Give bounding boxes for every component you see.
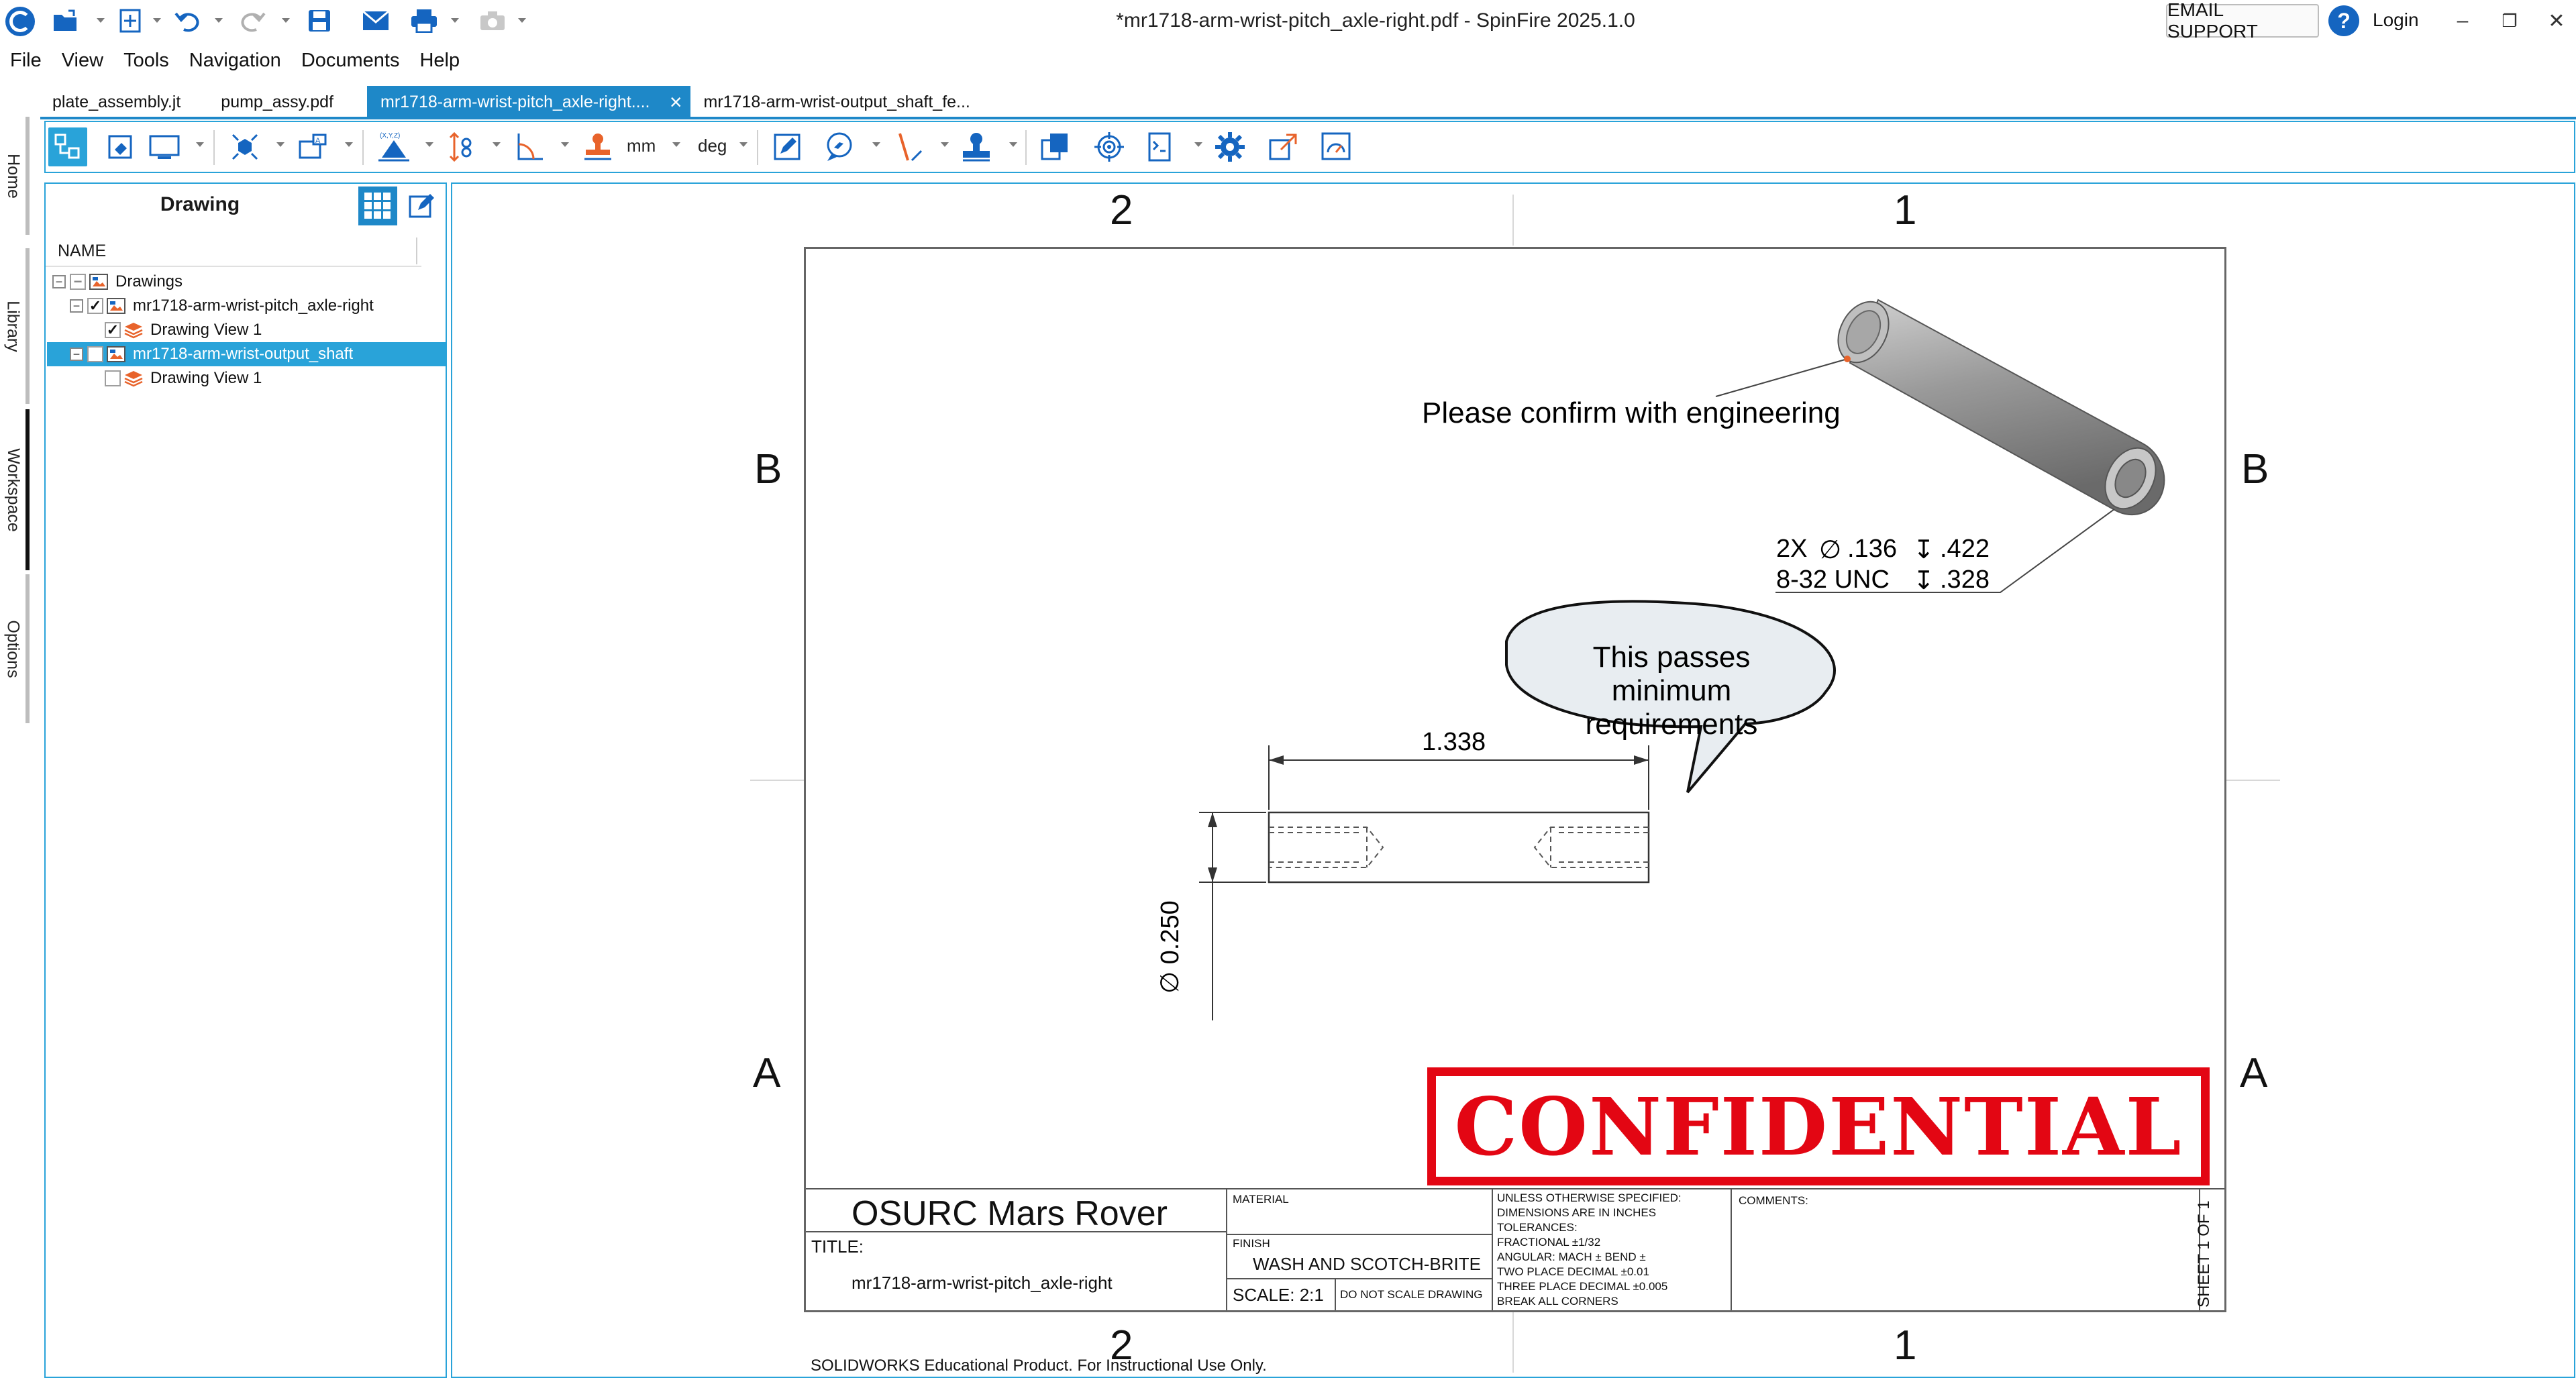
menu-help[interactable]: Help xyxy=(419,49,460,71)
stamp-dropdown-icon[interactable] xyxy=(1009,142,1017,147)
window-title: *mr1718-arm-wrist-pitch_axle-right.pdf - SpinFire 2025.1.0 xyxy=(1116,9,1635,32)
hole-diameter: .136 xyxy=(1847,535,1897,563)
diameter-symbol: ∅ xyxy=(1819,536,1842,564)
zone-divider xyxy=(1512,1312,1514,1373)
sheet-number: SHEET 1 OF 1 xyxy=(2195,1200,2213,1308)
grid-view-icon[interactable] xyxy=(358,187,397,225)
zone-divider xyxy=(750,780,804,781)
display-mode-icon[interactable] xyxy=(145,127,184,166)
tolerance-notes: UNLESS OTHERWISE SPECIFIED: DIMENSIONS ARE IN INCHES TOLERANCES: FRACTIONAL ±1/32 ANGULAR: MACH ± BEND ± TWO PLACE DECIMAL ±0.01 THREE PLACE DECIMAL ±0.005 BREAK ALL CORNERS xyxy=(1497,1191,1682,1308)
name-column-label: NAME xyxy=(58,242,107,260)
educational-watermark: SOLIDWORKS Educational Product. For Instructional Use Only. xyxy=(811,1357,1267,1375)
export-icon[interactable] xyxy=(1264,127,1303,166)
tab-pump-assy[interactable]: pump_assy.pdf xyxy=(221,92,333,111)
zone-label: A xyxy=(2240,1050,2268,1096)
script-dropdown-icon[interactable] xyxy=(1194,142,1202,147)
script-icon[interactable] xyxy=(1142,127,1181,166)
angle-unit-dropdown-icon[interactable] xyxy=(739,142,748,147)
measure-angle-icon[interactable] xyxy=(510,127,549,166)
explode-dropdown-icon[interactable] xyxy=(276,142,285,147)
menu-view[interactable]: View xyxy=(61,49,104,71)
do-not-scale-note: DO NOT SCALE DRAWING xyxy=(1340,1288,1483,1301)
tree-checkbox[interactable]: ✓ xyxy=(87,298,103,314)
annotation-view-icon[interactable] xyxy=(294,127,333,166)
zone-label: 2 xyxy=(1110,1322,1133,1369)
hole-depth: .422 xyxy=(1940,535,1990,563)
unit-stamp-icon[interactable] xyxy=(578,127,617,166)
menu-documents[interactable]: Documents xyxy=(301,49,400,71)
tree-checkbox[interactable]: ✓ xyxy=(105,322,121,338)
menu-navigation[interactable]: Navigation xyxy=(189,49,281,71)
paint-bucket-icon[interactable] xyxy=(101,127,140,166)
measure-point-icon[interactable] xyxy=(374,127,413,166)
measure-point-dropdown-icon[interactable] xyxy=(425,142,433,147)
tree-view-icon[interactable] xyxy=(48,127,87,166)
redo-dropdown-icon[interactable] xyxy=(280,13,291,27)
open-dropdown-icon[interactable] xyxy=(95,13,106,27)
collapse-icon[interactable]: − xyxy=(70,348,83,361)
tree-checkbox[interactable] xyxy=(87,346,103,362)
column-header xyxy=(46,235,421,267)
toolbar xyxy=(44,121,2575,173)
compare-icon[interactable] xyxy=(1036,127,1075,166)
diameter-dimension: ∅ 0.250 xyxy=(1156,900,1184,994)
isometric-shaft-view xyxy=(806,249,2224,1188)
print-icon[interactable] xyxy=(408,5,440,36)
drawing-viewport[interactable] xyxy=(451,182,2575,1378)
tree-item-drawing-view[interactable]: Drawing View 1 xyxy=(47,366,446,390)
side-tab-options[interactable]: Options xyxy=(0,574,30,723)
document-tabs xyxy=(40,83,984,118)
tree-item-output-shaft[interactable]: − mr1718-arm-wrist-output_shaft xyxy=(47,342,446,366)
tree-checkbox[interactable] xyxy=(105,370,121,386)
menu-file[interactable]: File xyxy=(10,49,42,71)
settings-gear-icon[interactable] xyxy=(1210,127,1249,166)
collapse-icon[interactable]: − xyxy=(70,299,83,313)
drawing-panel xyxy=(44,182,447,1378)
length-unit-label[interactable]: mm xyxy=(627,136,656,156)
stamp-icon[interactable] xyxy=(957,127,996,166)
zone-label: B xyxy=(754,446,782,492)
confidential-stamp[interactable] xyxy=(1427,1067,2210,1185)
tree-item-pitch-axle-right[interactable]: − ✓ mr1718-arm-wrist-pitch_axle-right xyxy=(47,294,446,318)
length-dimension: 1.338 xyxy=(1422,728,1486,756)
depth-symbol: ↧ xyxy=(1913,567,1935,595)
edit-sheet-icon[interactable] xyxy=(403,187,442,225)
menu-bar xyxy=(0,42,470,79)
title-label: TITLE: xyxy=(811,1236,864,1257)
stamp-text: CONFIDENTIAL xyxy=(1439,1079,2198,1173)
length-unit-dropdown-icon[interactable] xyxy=(672,142,680,147)
undo-dropdown-icon[interactable] xyxy=(213,13,224,27)
display-mode-dropdown-icon[interactable] xyxy=(196,142,204,147)
engineering-note[interactable]: Please confirm with engineering xyxy=(1422,396,1841,429)
callout-bubble-text[interactable]: This passes minimum requirements xyxy=(1585,641,1758,741)
tree-checkbox[interactable]: − xyxy=(70,274,86,290)
spinfire-logo-icon[interactable] xyxy=(5,7,35,36)
svg-text:A: A xyxy=(315,137,321,145)
tab-output-shaft[interactable]: mr1718-arm-wrist-output_shaft_fe... xyxy=(703,92,970,111)
menu-tools[interactable]: Tools xyxy=(123,49,169,71)
toolbar-divider xyxy=(362,130,364,165)
tab-label: mr1718-arm-wrist-pitch_axle-right.... xyxy=(380,92,650,111)
tab-plate-assembly[interactable]: plate_assembly.jt xyxy=(52,92,181,111)
zone-label: 1 xyxy=(1894,187,1917,233)
comment-bubble-icon[interactable] xyxy=(820,127,859,166)
layers-icon xyxy=(123,370,144,387)
finish-value: WASH AND SCOTCH-BRITE xyxy=(1253,1254,1481,1274)
line-draw-icon[interactable] xyxy=(890,127,929,166)
part-name: mr1718-arm-wrist-pitch_axle-right xyxy=(852,1273,1113,1293)
comment-dropdown-icon[interactable] xyxy=(872,142,880,147)
markup-pen-icon[interactable] xyxy=(768,127,807,166)
layers-icon xyxy=(123,321,144,339)
thread-depth: .328 xyxy=(1940,566,1990,594)
side-tab-home[interactable]: Home xyxy=(0,117,30,235)
minimize-icon[interactable]: – xyxy=(2457,9,2469,32)
zone-label: 2 xyxy=(1110,187,1133,233)
angle-unit-label[interactable]: deg xyxy=(698,136,727,156)
zone-divider xyxy=(2226,780,2280,781)
email-icon[interactable] xyxy=(360,5,392,36)
tab-pitch-axle-right[interactable] xyxy=(367,86,690,118)
screenshot-dropdown-icon[interactable] xyxy=(517,13,527,27)
tree-item-drawings[interactable]: − − Drawings xyxy=(47,270,446,294)
login-link[interactable]: Login xyxy=(2373,9,2419,30)
toolbar-divider xyxy=(757,130,758,165)
column-resizer[interactable] xyxy=(416,237,417,264)
depth-symbol: ↧ xyxy=(1913,536,1935,564)
zone-label: A xyxy=(753,1050,781,1096)
tree-item-drawing-view[interactable]: ✓ Drawing View 1 xyxy=(47,318,446,342)
side-tab-workspace[interactable]: Workspace xyxy=(0,409,30,570)
explode-icon[interactable] xyxy=(225,127,264,166)
redo-icon[interactable] xyxy=(236,5,268,36)
side-tabs xyxy=(0,87,34,1378)
measure-angle-dropdown-icon[interactable] xyxy=(561,142,569,147)
save-icon[interactable] xyxy=(303,5,336,36)
screenshot-camera-icon[interactable] xyxy=(476,5,509,36)
zone-label: B xyxy=(2241,446,2269,492)
print-dropdown-icon[interactable] xyxy=(450,13,460,27)
close-tab-icon[interactable]: × xyxy=(669,90,682,114)
undo-icon[interactable] xyxy=(172,5,204,36)
drawing-folder-icon xyxy=(89,273,109,290)
collapse-icon[interactable]: − xyxy=(52,275,66,288)
target-icon[interactable] xyxy=(1090,127,1129,166)
company-name: OSURC Mars Rover xyxy=(852,1194,1168,1233)
drawing-sheet xyxy=(804,247,2226,1312)
measure-distance-dropdown-icon[interactable] xyxy=(493,142,501,147)
annotation-dropdown-icon[interactable] xyxy=(345,142,353,147)
side-tab-library[interactable]: Library xyxy=(0,248,30,404)
restore-icon[interactable]: ❐ xyxy=(2502,10,2518,31)
hole-callout-count: 2X xyxy=(1776,535,1808,563)
title-block xyxy=(806,1188,2224,1310)
new-document-icon[interactable] xyxy=(114,5,146,36)
panel-title: Drawing xyxy=(160,193,240,215)
email-support-button[interactable]: EMAIL SUPPORT xyxy=(2166,4,2319,38)
material-label: MATERIAL xyxy=(1233,1193,1289,1206)
new-dropdown-icon[interactable] xyxy=(152,13,162,27)
drawing-file-icon xyxy=(106,297,126,315)
title-bar xyxy=(0,0,2576,42)
scale-value: SCALE: 2:1 xyxy=(1233,1285,1324,1305)
zone-label: 1 xyxy=(1894,1322,1917,1369)
help-icon[interactable]: ? xyxy=(2328,5,2359,36)
performance-gauge-icon[interactable] xyxy=(1317,127,1355,166)
line-dropdown-icon[interactable] xyxy=(941,142,949,147)
tab-underline xyxy=(40,117,2576,119)
svg-text:(X,Y,Z): (X,Y,Z) xyxy=(380,132,401,140)
toolbar-divider xyxy=(213,130,215,165)
measure-distance-icon[interactable] xyxy=(442,127,480,166)
toolbar-divider xyxy=(1025,130,1027,165)
open-folder-icon[interactable] xyxy=(50,5,82,36)
zone-divider xyxy=(1512,195,1514,246)
finish-label: FINISH xyxy=(1233,1237,1270,1250)
comments-label: COMMENTS: xyxy=(1739,1194,1808,1207)
drawing-file-icon xyxy=(106,346,126,363)
close-window-icon[interactable]: ✕ xyxy=(2548,9,2565,32)
thread-spec: 8-32 UNC xyxy=(1776,566,1890,594)
